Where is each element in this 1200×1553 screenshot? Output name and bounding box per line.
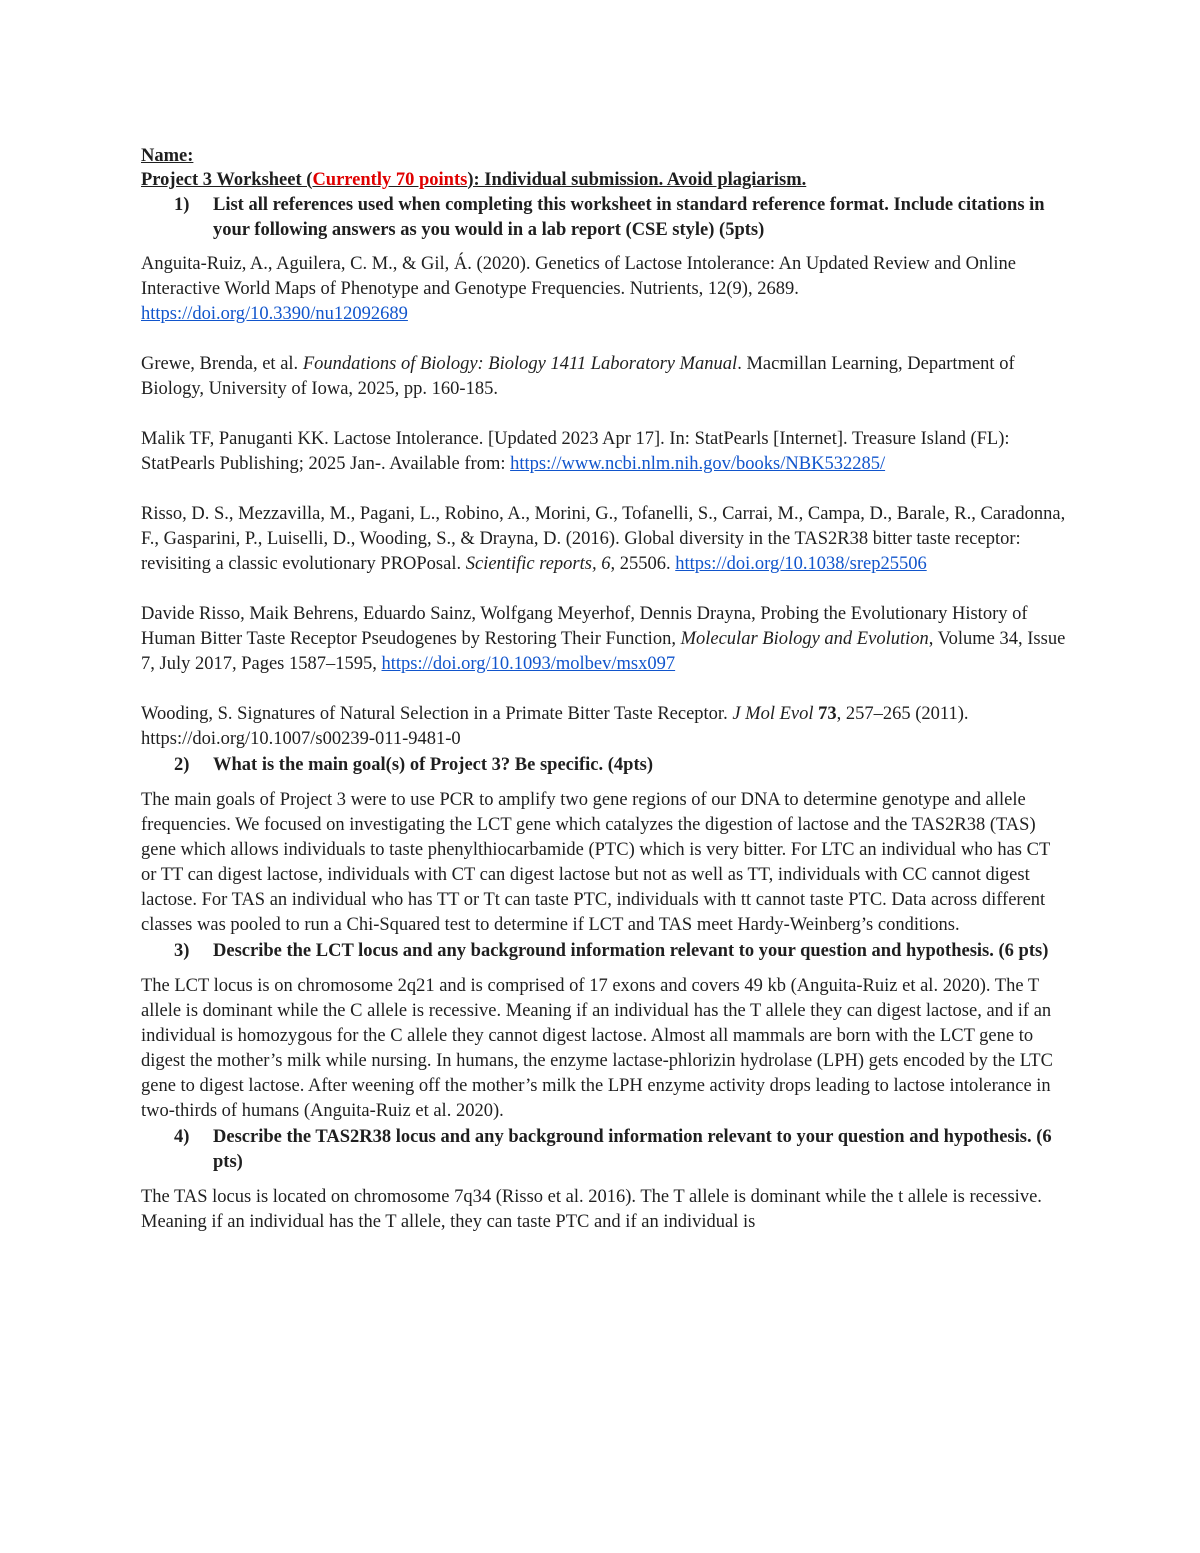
- reference-anguita-ruiz: [141, 252, 1066, 327]
- reference-text: , 25506.: [610, 554, 676, 574]
- question-1: [141, 193, 1066, 243]
- worksheet-content: [141, 144, 1066, 1235]
- name-label: Name:: [141, 146, 194, 166]
- answer-3: The LCT locus is on chromosome 2q21 and is comprised of 17 exons and covers 49 kb (Anguita-Ruiz et al. 2020). The T allele is dominant while the C allele is recessive. Meaning if an individual has the T allele they can digest lactose, and if an individual is homozygous for the C allele they cannot digest lactose. Almost all mammals are born with the LCT gene to digest the mother’s milk while nursing. In humans, the enzyme lactase-phlorizin hydrolase (LPH) gets encoded by the LTC gene to digest lactose. After weening off the mother’s milk the LPH enzyme activity drops leading to lactose intolerance in two-thirds of humans (Anguita-Ruiz et al. 2020).: [141, 976, 1053, 1121]
- reference-risso-2016: [141, 502, 1066, 577]
- question-2: [141, 753, 1066, 778]
- reference-text: , 257–265 (2011). https://doi.org/10.1007/s00239-011-9481-0: [141, 704, 969, 749]
- reference-text: Grewe, Brenda, et al.: [141, 354, 303, 374]
- reference-malik: [141, 427, 1066, 477]
- reference-text: , Volume 34, Issue 7, July 2017, Pages 1587–1595,: [141, 629, 1066, 674]
- question-3: [141, 939, 1066, 964]
- reference-text: Anguita-Ruiz, A., Aguilera, C. M., & Gil, Á. (2020). Genetics of Lactose Intolerance: An Updated Review and Online Interactive World Maps of Phenotype and Genotype Frequencies. Nutrients, 12(9), 2689.: [141, 254, 1016, 299]
- journal-name: Molecular Biology and Evolution: [680, 629, 929, 649]
- doi-link[interactable]: https://doi.org/10.1038/srep25506: [675, 554, 927, 574]
- question-number: 2): [174, 755, 190, 775]
- answer-2: The main goals of Project 3 were to use PCR to amplify two gene regions of our DNA to determine genotype and allele frequencies. We focused on investigating the LCT gene which catalyzes the digestion of lactose and the TAS2R38 (TAS) gene which allows individuals to taste phenylthiocarbamide (PTC) which is very bitter. For LTC an individual who has CT or TT can digest lactose, individuals with CT can digest lactose but not as well as TT, individuals with CC cannot digest lactose. For TAS an individual who has TT or Tt can taste PTC, individuals with tt cannot taste PTC. Data across different classes was pooled to run a Chi-Squared test to determine if LCT and TAS meet Hardy-Weinberg’s conditions.: [141, 790, 1050, 935]
- reference-risso-2017: [141, 602, 1066, 677]
- doi-link[interactable]: https://doi.org/10.1093/molbev/msx097: [381, 654, 676, 674]
- title-suffix: ): Individual submission. Avoid plagiarism.: [467, 170, 807, 190]
- worksheet-title: [141, 168, 1066, 192]
- points-highlight: Currently 70 points: [312, 170, 468, 190]
- reference-grewe: [141, 352, 1066, 402]
- question-number: 3): [174, 941, 190, 961]
- question-text: List all references used when completing this worksheet in standard reference format. Include citations in your following answers as you would in a lab report (CSE style) (5pts): [213, 195, 1045, 240]
- reference-text: Wooding, S. Signatures of Natural Selection in a Primate Bitter Taste Receptor.: [141, 704, 733, 724]
- question-number: 4): [174, 1127, 190, 1147]
- reference-text: Davide Risso, Maik Behrens, Eduardo Sainz, Wolfgang Meyerhof, Dennis Drayna, Probing the Evolutionary History of Human Bitter Taste Receptor Pseudogenes by Restoring Their Function,: [141, 604, 1028, 649]
- question-text: Describe the TAS2R38 locus and any background information relevant to your question and hypothesis. (6 pts): [213, 1127, 1052, 1172]
- journal-name: J Mol Evol: [732, 704, 814, 724]
- reference-text: Risso, D. S., Mezzavilla, M., Pagani, L., Robino, A., Morini, G., Tofanelli, S., Carrai, M., Campa, D., Barale, R., Caradonna, F., Gasparini, P., Luiselli, D., Wooding, S., & Drayna, D. (2016). Global diversity in the TAS2R38 bitter taste receptor: revisiting a classic evolutionary PROPosal.: [141, 504, 1066, 574]
- question-number: 1): [174, 195, 190, 215]
- reference-title: Foundations of Biology: Biology 1411 Laboratory Manual: [302, 354, 738, 374]
- question-4: [141, 1125, 1066, 1175]
- question-text: Describe the LCT locus and any background information relevant to your question and hypothesis. (6 pts): [213, 941, 1049, 961]
- reference-text: Malik TF, Panuganti KK. Lactose Intolerance. [Updated 2023 Apr 17]. In: StatPearls [Internet]. Treasure Island (FL): StatPearls Publishing; 2025 Jan-. Available from:: [141, 429, 1010, 474]
- ncbi-link[interactable]: https://www.ncbi.nlm.nih.gov/books/NBK532285/: [510, 454, 886, 474]
- reference-text: . Macmillan Learning, Department of Biology, University of Iowa, 2025, pp. 160-185.: [141, 354, 1015, 399]
- reference-wooding: [141, 702, 1066, 752]
- title-prefix: Project 3 Worksheet (: [141, 170, 313, 190]
- volume-number: 73: [813, 704, 837, 724]
- journal-name: Scientific reports, 6: [465, 554, 611, 574]
- question-text: What is the main goal(s) of Project 3? Be specific. (4pts): [213, 755, 653, 775]
- doi-link[interactable]: https://doi.org/10.3390/nu12092689: [141, 304, 408, 324]
- answer-4: The TAS locus is located on chromosome 7q34 (Risso et al. 2016). The T allele is dominant while the t allele is recessive. Meaning if an individual has the T allele, they can taste PTC and if an individual is: [141, 1187, 1042, 1232]
